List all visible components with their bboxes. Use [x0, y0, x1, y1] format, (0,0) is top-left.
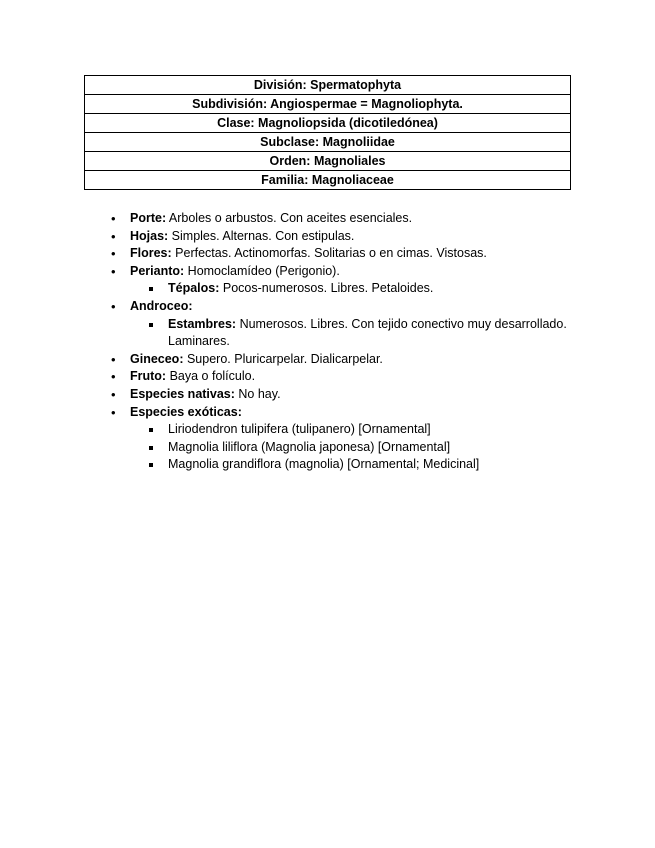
- item-text: Supero. Pluricarpelar. Dialicarpelar.: [183, 351, 383, 366]
- item-text: Homoclamídeo (Perigonio).: [184, 263, 340, 278]
- table-row: [85, 171, 571, 190]
- item-term: Especies nativas:: [130, 386, 235, 401]
- sub-item-estambres: [130, 316, 595, 351]
- subclass-cell: Subclase: Magnoliidae: [85, 133, 571, 152]
- item-term: Porte:: [130, 211, 167, 225]
- sub-item-text: Pocos-numerosos. Libres. Petaloides.: [219, 281, 434, 296]
- item-term: Hojas:: [130, 228, 169, 243]
- taxonomy-table: [84, 75, 571, 190]
- list-item-hojas: [0, 228, 655, 246]
- table-row: [85, 133, 571, 152]
- sub-item-text: Magnolia liliflora (Magnolia japonesa) [Ornamental]: [168, 439, 451, 454]
- subdivision-cell: Subdivisión: Angiospermae = Magnoliophyta.: [85, 95, 571, 114]
- table-row: [85, 95, 571, 114]
- item-text: Arboles o arbustos. Con aceites esenciales.: [166, 211, 413, 225]
- sub-item-species: [130, 456, 595, 474]
- sub-list: [130, 421, 595, 474]
- sub-item-species: [130, 439, 595, 457]
- sub-item-text: Numerosos. Libres. Con tejido conectivo muy desarrollado. Laminares.: [168, 316, 567, 349]
- sub-item-term: Tépalos:: [168, 281, 220, 296]
- list-item-perianto: [0, 263, 655, 298]
- class-cell: Clase: Magnoliopsida (dicotiledónea): [85, 114, 571, 133]
- sub-list: [130, 316, 595, 351]
- list-item-especies-exoticas: [0, 404, 655, 474]
- characteristics-list: [0, 210, 655, 474]
- item-text: Perfectas. Actinomorfas. Solitarias o en cimas. Vistosas.: [171, 246, 487, 261]
- item-term: Gineceo:: [130, 351, 184, 366]
- sub-item-term: Estambres:: [168, 316, 237, 331]
- sub-item-text: Magnolia grandiflora (magnolia) [Ornamental; Medicinal]: [168, 457, 480, 472]
- division-cell: División: Spermatophyta: [85, 76, 571, 95]
- table-row: [85, 76, 571, 95]
- table-row: [85, 152, 571, 171]
- item-term: Especies exóticas:: [130, 404, 242, 419]
- list-item-porte: [0, 210, 655, 228]
- table-row: [85, 114, 571, 133]
- list-item-fruto: [0, 368, 655, 386]
- item-term: Perianto:: [130, 263, 185, 278]
- item-text: No hay.: [234, 386, 281, 401]
- sub-item-text: Liriodendron tulipifera (tulipanero) [Ornamental]: [168, 422, 431, 437]
- characteristics-list-container: [0, 210, 655, 474]
- list-item-flores: [0, 245, 655, 263]
- order-cell: Orden: Magnoliales: [85, 152, 571, 171]
- item-text: Simples. Alternas. Con estipulas.: [168, 228, 355, 243]
- item-term: Androceo:: [130, 298, 193, 313]
- sub-list: [130, 280, 595, 298]
- sub-item-tepalos: [130, 280, 595, 298]
- sub-item-species: [130, 421, 595, 439]
- list-item-especies-nativas: [0, 386, 655, 404]
- item-term: Fruto:: [130, 369, 167, 384]
- list-item-androceo: [0, 298, 655, 351]
- item-text: Baya o folículo.: [166, 369, 256, 384]
- family-cell: Familia: Magnoliaceae: [85, 171, 571, 190]
- list-item-gineceo: [0, 351, 655, 369]
- item-term: Flores:: [130, 246, 172, 261]
